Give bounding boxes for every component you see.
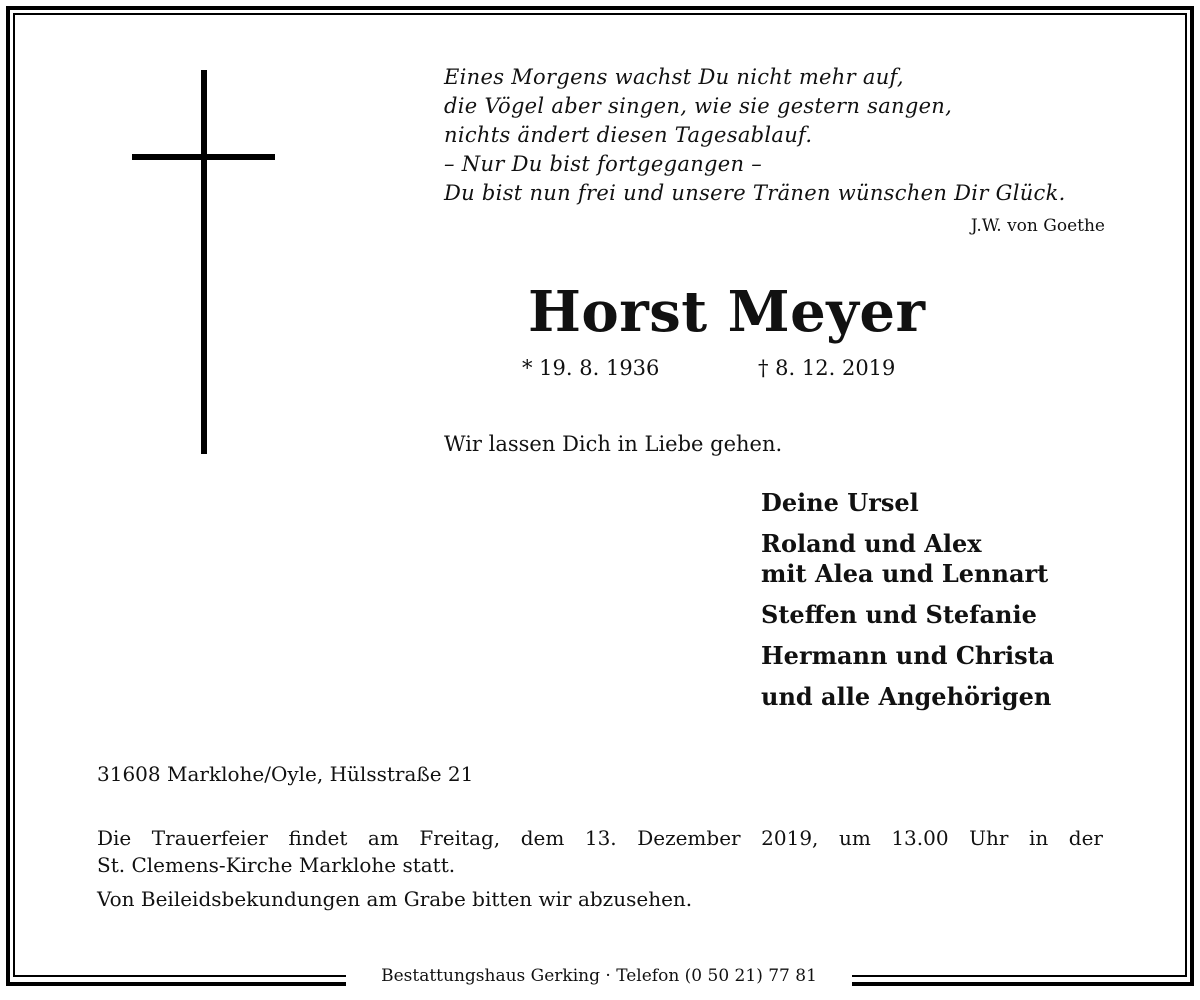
border-bottom-right <box>852 982 1194 986</box>
farewell-text: Wir lassen Dich in Liebe gehen. <box>444 432 783 456</box>
mourner-name: Roland und Alex <box>761 529 982 558</box>
inner-border-bottom-left <box>13 975 346 977</box>
deceased-name: Horst Meyer <box>528 279 926 345</box>
service-line: Die Trauerfeier findet am Freitag, dem 13. Dezember 2019, um 13.00 Uhr in der <box>97 826 1103 850</box>
mourner-group <box>761 529 1054 589</box>
address: 31608 Marklohe/Oyle, Hülsstraße 21 <box>97 762 474 786</box>
mourner-group <box>761 600 1054 630</box>
poem <box>444 63 1144 208</box>
inner-border-bottom-right <box>852 975 1187 977</box>
border-bottom-left <box>6 982 346 986</box>
mourner-name: und alle Angehörigen <box>761 682 1052 711</box>
poem-line: nichts ändert diesen Tagesablauf. <box>444 123 813 147</box>
mourners-list <box>761 488 1054 723</box>
mourner-group <box>761 641 1054 671</box>
mourner-name: mit Alea und Lennart <box>761 559 1049 588</box>
cross-icon <box>201 70 207 454</box>
mourner-group <box>761 682 1054 712</box>
poem-line: Eines Morgens wachst Du nicht mehr auf, <box>444 65 904 89</box>
poem-line: die Vögel aber singen, wie sie gestern sangen, <box>444 94 953 118</box>
poem-author: J.W. von Goethe <box>970 216 1105 236</box>
death-date: † 8. 12. 2019 <box>758 356 896 380</box>
funeral-service-notice <box>97 825 1103 879</box>
mourner-name: Hermann und Christa <box>761 641 1055 670</box>
mourner-name: Steffen und Stefanie <box>761 600 1037 629</box>
birth-date: * 19. 8. 1936 <box>522 356 660 380</box>
mourner-group <box>761 488 1054 518</box>
poem-line: Du bist nun frei und unsere Tränen wünschen Dir Glück. <box>444 181 1066 205</box>
condolence-note: Von Beileidsbekundungen am Grabe bitten wir abzusehen. <box>97 887 693 911</box>
poem-line: – Nur Du bist fortgegangen – <box>444 152 763 176</box>
cross-icon-bar <box>132 154 275 160</box>
funeral-home-footer: Bestattungshaus Gerking · Telefon (0 50 21) 77 81 <box>346 966 852 986</box>
mourner-name: Deine Ursel <box>761 488 919 517</box>
service-line: St. Clemens-Kirche Marklohe statt. <box>97 853 456 877</box>
